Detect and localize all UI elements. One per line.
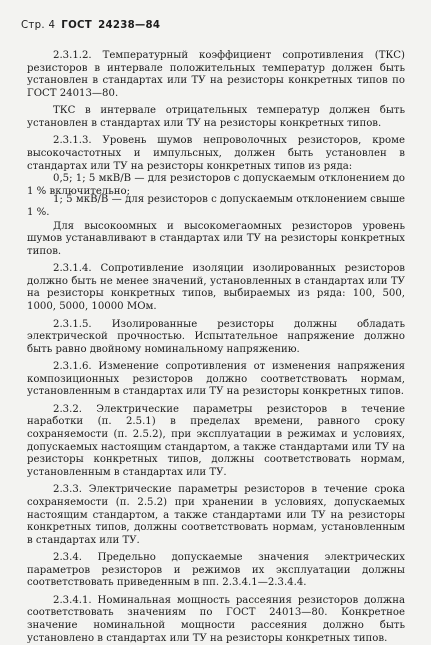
paragraph-high-ohm: Для высокоомных и высокомегаомных резисторов уровень шумов устанавливают в стандартах или ТУ на резисторы конкретных типов. xyxy=(27,220,405,257)
paragraph-tks-negative: ТКС в интервале отрицательных температур должен быть установлен в стандартах или ТУ на резисторы конкретных типов. xyxy=(27,105,405,129)
paragraph-2-3-4: 2.3.4. Предельно допускаемые значения электрических параметров резисторов и режимов их эксплуатации должны соответствовать приведенным в пп. 2.3.4.1—2.3.4.4. xyxy=(27,552,405,589)
paragraph-2-3-1-3: 2.3.1.3. Уровень шумов непроволочных резисторов, кроме высокочастотных и импульсных, должен быть установлен в стандартах или ТУ на резисторы конкретных типов из ряда: xyxy=(27,135,405,172)
noise-level-item-1: 0,5; 1; 5 мкВ/В — для резисторов с допускаемым отклонением до 1 % включительно; xyxy=(27,173,405,197)
page-header xyxy=(21,20,405,31)
paragraph-2-3-2: 2.3.2. Электрические параметры резисторов в течение наработки (п. 2.5.1) в пределах времени, равного сроку сохраняемости (п. 2.5.2), при эксплуатации в режимах и условиях, допускаемых настоящим стандартом, а также стандартами или ТУ на резисторы конкретных типов, должны соответствовать нормам, установленным в стандартах или ТУ. xyxy=(27,403,405,478)
paragraph-2-3-3: 2.3.3. Электрические параметры резисторов в течение срока сохраняемости (п. 2.5.2) при хранении в условиях, допускаемых настоящим стандартом, а также стандартами или ТУ на резисторы конкретных типов, должны соответствовать нормам, установленным в стандартах или ТУ. xyxy=(27,484,405,546)
paragraph-2-3-4-1: 2.3.4.1. Номинальная мощность рассеяния резисторов должна соответствовать значениям по ГОСТ 24013—80. Конкретное значение номинальной мощности рассеяния должно быть установлено в стандартах или ТУ на резисторы конкретных типов. xyxy=(27,594,405,644)
paragraph-2-3-1-5: 2.3.1.5. Изолированные резисторы должны обладать электрической прочностью. Испытательное напряжение должно быть равно двойному номинальному напряжению. xyxy=(27,318,405,355)
standard-number: 24238—84 xyxy=(98,20,161,31)
noise-level-item-2: 1; 5 мкВ/В — для резисторов с допускаемым отклонением свыше 1 %. xyxy=(27,194,405,219)
paragraph-2-3-1-4: 2.3.1.4. Сопротивление изоляции изолированных резисторов должно быть не менее значений, установленных в стандартах или ТУ на резисторы конкретных типов, выбираемых из ряда: 100, 500, 1000, 5000, 10000 МОм. xyxy=(27,263,405,313)
document-body xyxy=(27,50,405,645)
page-number: Стр. 4 xyxy=(21,20,56,31)
paragraph-2-3-1-6: 2.3.1.6. Изменение сопротивления от изменения напряжения композиционных резисторов должно соответствовать нормам, установленным в стандартах или ТУ на резисторы конкретных типов. xyxy=(27,361,405,398)
paragraph-2-3-1-2: 2.3.1.2. Температурный коэффициент сопротивления (ТКС) резисторов в интервале положительных температур должен быть установлен в стандартах или ТУ на резисторы конкретных типов по ГОСТ 24013—80. xyxy=(27,50,405,99)
standard-label: ГОСТ xyxy=(61,20,93,31)
